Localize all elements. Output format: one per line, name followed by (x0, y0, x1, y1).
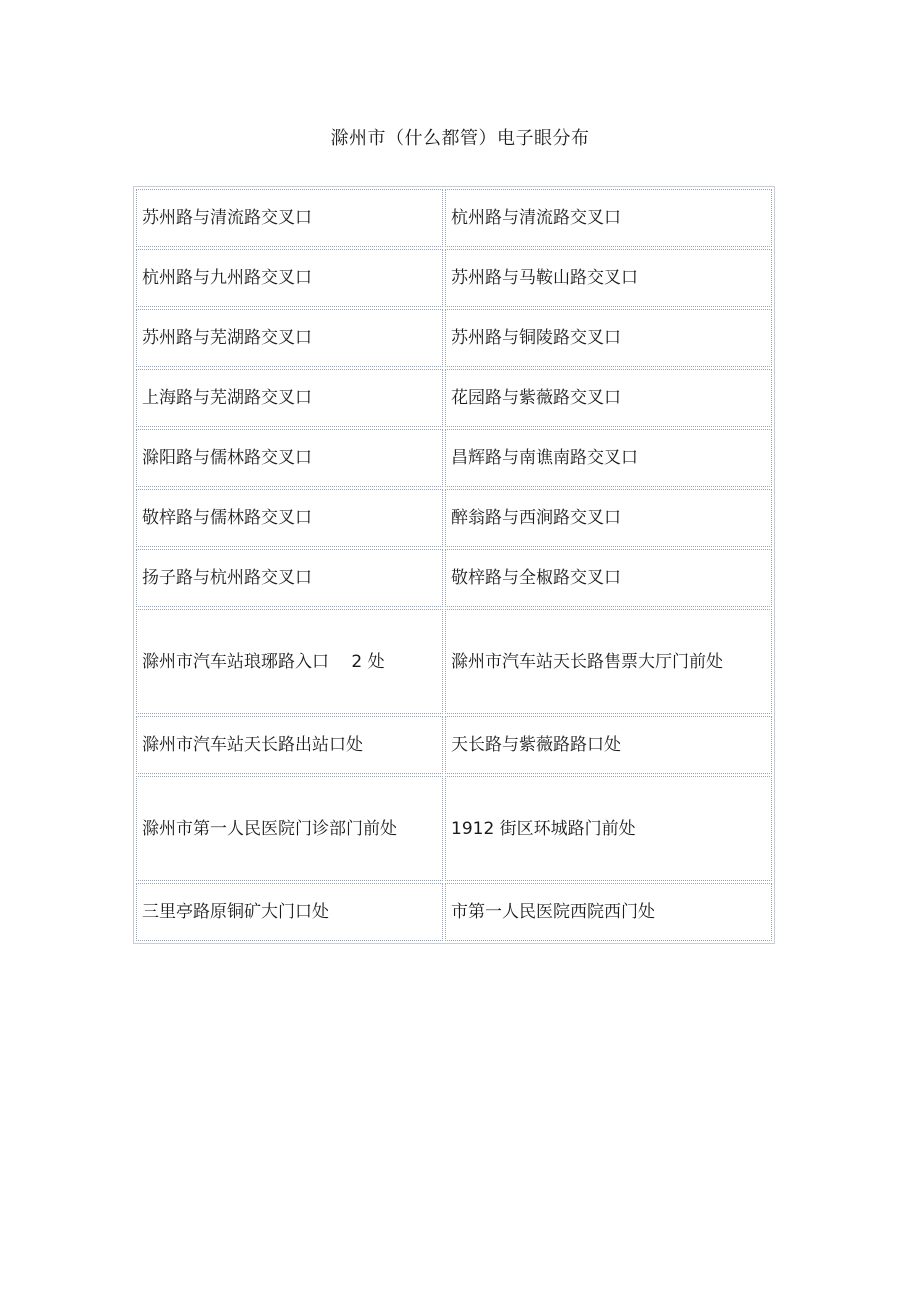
cell-text: 上海路与芜湖路交叉口 (142, 388, 312, 408)
cell-text: 滁州市第一人民医院门诊部门前处 (142, 818, 397, 839)
table-cell (445, 716, 772, 774)
table-cell (136, 549, 443, 607)
table-row (136, 429, 772, 487)
table-cell (445, 369, 772, 427)
table-cell (136, 883, 443, 941)
table-cell (136, 609, 443, 714)
cell-text: 市第一人民医院西院西门处 (451, 902, 656, 922)
cell-text: 醉翁路与西涧路交叉口 (451, 508, 622, 528)
cell-text: 杭州路与清流路交叉口 (451, 208, 622, 228)
table-cell (136, 189, 443, 247)
table-cell (136, 309, 443, 367)
table-cell (445, 609, 772, 714)
table-row (136, 716, 772, 774)
table-row (136, 249, 772, 307)
table-row (136, 609, 772, 714)
cell-text: 滁州市汽车站天长路售票大厅门前处 (451, 651, 724, 672)
table-cell (445, 429, 772, 487)
table-cell (445, 189, 772, 247)
cell-text: 1912 街区环城路门前处 (451, 818, 636, 839)
table-cell (445, 249, 772, 307)
table-cell (136, 716, 443, 774)
table-row (136, 776, 772, 881)
table-cell (136, 429, 443, 487)
cell-text: 敬梓路与全椒路交叉口 (451, 568, 622, 588)
cell-text: 敬梓路与儒林路交叉口 (142, 508, 312, 528)
table-row (136, 189, 772, 247)
cell-text: 昌辉路与南谯南路交叉口 (451, 448, 639, 468)
table-cell (445, 776, 772, 881)
cell-text: 滁阳路与儒林路交叉口 (142, 448, 312, 468)
table-row (136, 489, 772, 547)
table-cell (136, 776, 443, 881)
table-cell (445, 883, 772, 941)
table-cell (136, 369, 443, 427)
cell-text: 天长路与紫薇路路口处 (451, 735, 622, 755)
camera-location-table (133, 186, 775, 944)
cell-text: 花园路与紫薇路交叉口 (451, 388, 622, 408)
table-cell (445, 489, 772, 547)
cell-text: 苏州路与芜湖路交叉口 (142, 328, 312, 348)
cell-text: 三里亭路原铜矿大门口处 (142, 902, 329, 922)
table-cell (445, 549, 772, 607)
table-row (136, 309, 772, 367)
table-cell (445, 309, 772, 367)
table-row (136, 549, 772, 607)
table-cell (136, 489, 443, 547)
table-row (136, 369, 772, 427)
page-title: 滁州市（什么都管）电子眼分布 (330, 128, 590, 149)
cell-text: 苏州路与清流路交叉口 (142, 208, 312, 228)
cell-text: 滁州市汽车站琅琊路入口 2 处 (142, 651, 385, 672)
cell-text: 杭州路与九州路交叉口 (142, 268, 312, 288)
cell-text: 苏州路与马鞍山路交叉口 (451, 268, 639, 288)
cell-text: 扬子路与杭州路交叉口 (142, 568, 312, 588)
cell-text: 滁州市汽车站天长路出站口处 (142, 735, 363, 755)
table-row (136, 883, 772, 941)
table-cell (136, 249, 443, 307)
cell-text: 苏州路与铜陵路交叉口 (451, 328, 622, 348)
